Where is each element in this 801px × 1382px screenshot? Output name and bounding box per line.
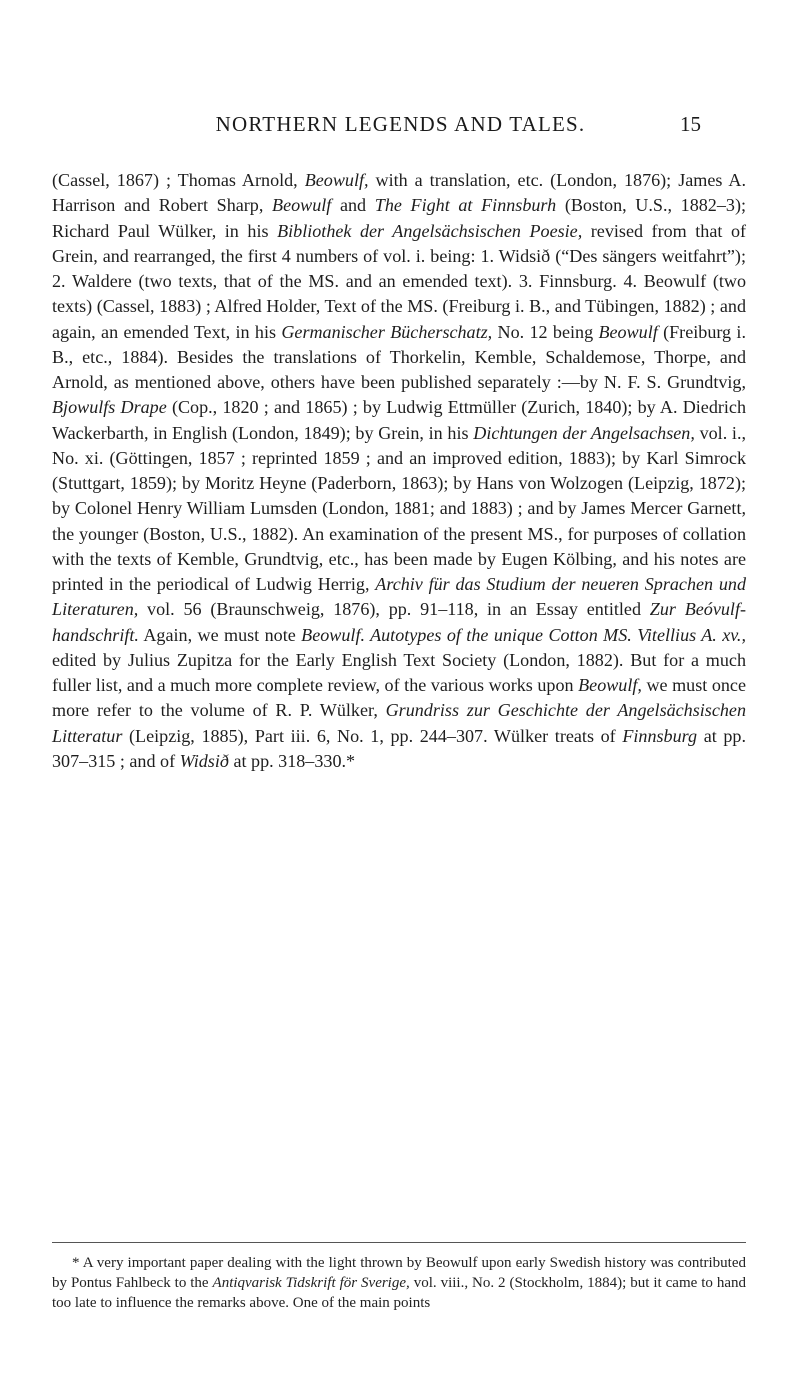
running-title: NORTHERN LEGENDS AND TALES.: [215, 112, 586, 136]
text-run: at pp. 318–330.*: [228, 750, 356, 771]
italic-title: Finnsburg: [622, 725, 698, 746]
text-run: Again, we must note: [138, 624, 302, 645]
text-run: we must once more refer to the volume of R. P. Wülker,: [52, 675, 746, 721]
footnote-paragraph: [52, 1254, 746, 1313]
italic-title: Archiv für das Studium der neueren Sprachen und Literaturen,: [52, 574, 746, 620]
footnote-divider: [52, 1242, 746, 1243]
italic-title: Beowulf: [598, 321, 658, 342]
paragraph: [52, 168, 746, 774]
text-run: vol. viii., No. 2 (Stockholm, 1884); but it came to hand too late to influence the remarks above. One of the main points: [52, 1274, 746, 1311]
text-run: revised from that of Grein, and rearranged, the first 4 numbers of vol. i. being: 1. Widsið (“Des sängers weitfahrt”); 2. Waldere (two texts, that of the MS. and an emended text). 3. Finnsburg. 4. Beowulf (two texts) (Cassel, 1883) ; Alfred Holder, Text of the MS. (Freiburg i. B., and Tübingen, 1882) ; and again, an emended Text, in his: [52, 220, 747, 342]
italic-title: Bjowulfs Drape: [52, 397, 167, 418]
italic-title: Bibliothek der Angelsächsischen Poesie,: [277, 220, 583, 241]
italic-title: Beowulf,: [578, 675, 642, 695]
text-run: (Boston, U.S., 1882–3); Richard Paul Wülker, in his: [52, 195, 746, 241]
italic-title: Beowulf,: [304, 170, 369, 190]
text-run: and: [331, 195, 375, 216]
text-run: (Cop., 1820 ; and 1865) ; by Ludwig Ettmüller (Zurich, 1840); by A. Diedrich Wackerbarth, in English (London, 1849); by Grein, in his: [52, 397, 746, 443]
page-header: [0, 112, 801, 142]
text-run: at pp. 307–315 ; and of: [52, 725, 746, 771]
text-run: with a translation, etc. (London, 1876); James A. Harrison and Robert Sharp,: [52, 170, 746, 216]
italic-title: Beowulf. Autotypes of the unique Cotton MS. Vitellius A. xv.,: [301, 624, 746, 645]
text-run: No. 12 being: [492, 321, 599, 342]
text-run: vol. 56 (Braunschweig, 1876), pp. 91–118, in an Essay entitled: [138, 599, 650, 620]
text-run: (Freiburg i. B., etc., 1884). Besides the translations of Thorkelin, Kemble, Schaldemose, Thorpe, and Arnold, as mentioned above, others have been published separately :—by N. F. S. Grundtvig,: [52, 321, 746, 392]
text-run: (Leipzig, 1885), Part iii. 6, No. 1, pp. 244–307. Wülker treats of: [122, 725, 623, 746]
main-paragraph: [52, 168, 746, 774]
footnote: [52, 1254, 746, 1313]
italic-title: Widsið: [179, 750, 229, 771]
italic-title: Grundriss zur Geschichte der Angelsächsischen Litteratur: [52, 700, 746, 746]
text-run: (Cassel, 1867) ; Thomas Arnold,: [52, 170, 305, 190]
italic-title: Beowulf: [272, 195, 332, 216]
italic-title: Zur Beóvulf-handschrift.: [52, 599, 746, 645]
italic-title: The Fight at Finnsburh: [374, 195, 557, 216]
text-run: vol. i., No. xi. (Göttingen, 1857 ; reprinted 1859 ; and an improved edition, 1883); by Karl Simrock (Stuttgart, 1859); by Moritz Heyne (Paderborn, 1863); by Hans von Wolzogen (Leipzig, 1872); by Colonel Henry William Lumsden (London, 1881; and 1883) ; and by James Mercer Garnett, the younger (Boston, U.S., 1882). An examination of the present MS., for purposes of collation with the texts of Kemble, Grundtvig, etc., has been made by Eugen Kölbing, and his notes are printed in the periodical of Ludwig Herrig,: [52, 422, 746, 594]
text-run: edited by Julius Zupitza for the Early English Text Society (London, 1882). But for a much fuller list, and a much more complete review, of the various works upon: [52, 649, 746, 695]
italic-title: Germanischer Bücherschatz,: [281, 321, 493, 342]
text-run: * A very important paper dealing with the light thrown by Beowulf upon early Swedish history was contributed by Pontus Fahlbeck to the: [52, 1255, 746, 1291]
page-number: 15: [680, 112, 701, 136]
italic-title: Dichtungen der Angelsachsen,: [473, 422, 695, 443]
italic-title: Antiqvarisk Tidskrift för Sverige,: [212, 1274, 410, 1291]
